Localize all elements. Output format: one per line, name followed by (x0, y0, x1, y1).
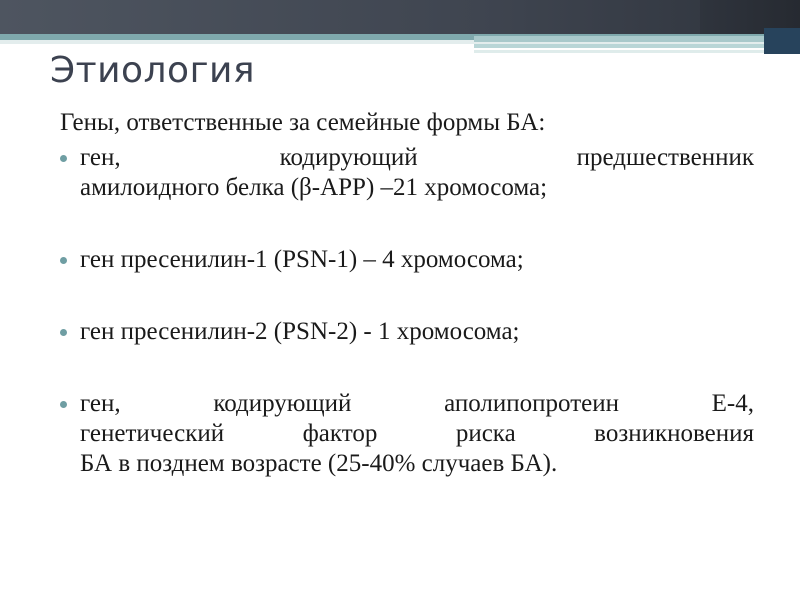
bullet-item (60, 245, 754, 275)
bullet-list (60, 143, 754, 479)
bullet-dot-icon (60, 155, 67, 162)
intro-text: Гены, ответственные за семейные формы БА: (60, 109, 546, 136)
header-band-dark (0, 0, 800, 34)
header-accent-stripe-3 (474, 50, 800, 53)
bullet-item (60, 317, 754, 347)
slide-title: Этиология (50, 50, 256, 91)
bullet-text-line: генетический фактор риска возникновения (80, 420, 754, 447)
bullet-text-line: амилоидного белка (β-APP) –21 хромосома; (80, 174, 548, 201)
bullet-dot-icon (60, 257, 67, 264)
bullet-item (60, 143, 754, 203)
bullet-dot-icon (60, 329, 67, 336)
header-accent-block (764, 28, 800, 54)
bullet-item (60, 389, 754, 479)
bullet-text-line: БА в позднем возрасте (25-40% случаев БА). (80, 450, 558, 477)
bullet-dot-icon (60, 401, 67, 408)
bullet-text-line: ген пресенилин-1 (PSN-1) – 4 хромосома; (80, 246, 524, 273)
bullet-text-line: ген пресенилин-2 (PSN-2) - 1 хромосома; (80, 318, 520, 345)
bullet-text-line: ген, кодирующий аполипопротеин Е-4, (80, 390, 754, 417)
header-accent-stripe-1 (474, 36, 800, 42)
bullet-text-line: ген, кодирующий предшественник (80, 144, 754, 171)
slide-body (60, 108, 754, 479)
header-accent-stripe-2 (474, 44, 800, 48)
